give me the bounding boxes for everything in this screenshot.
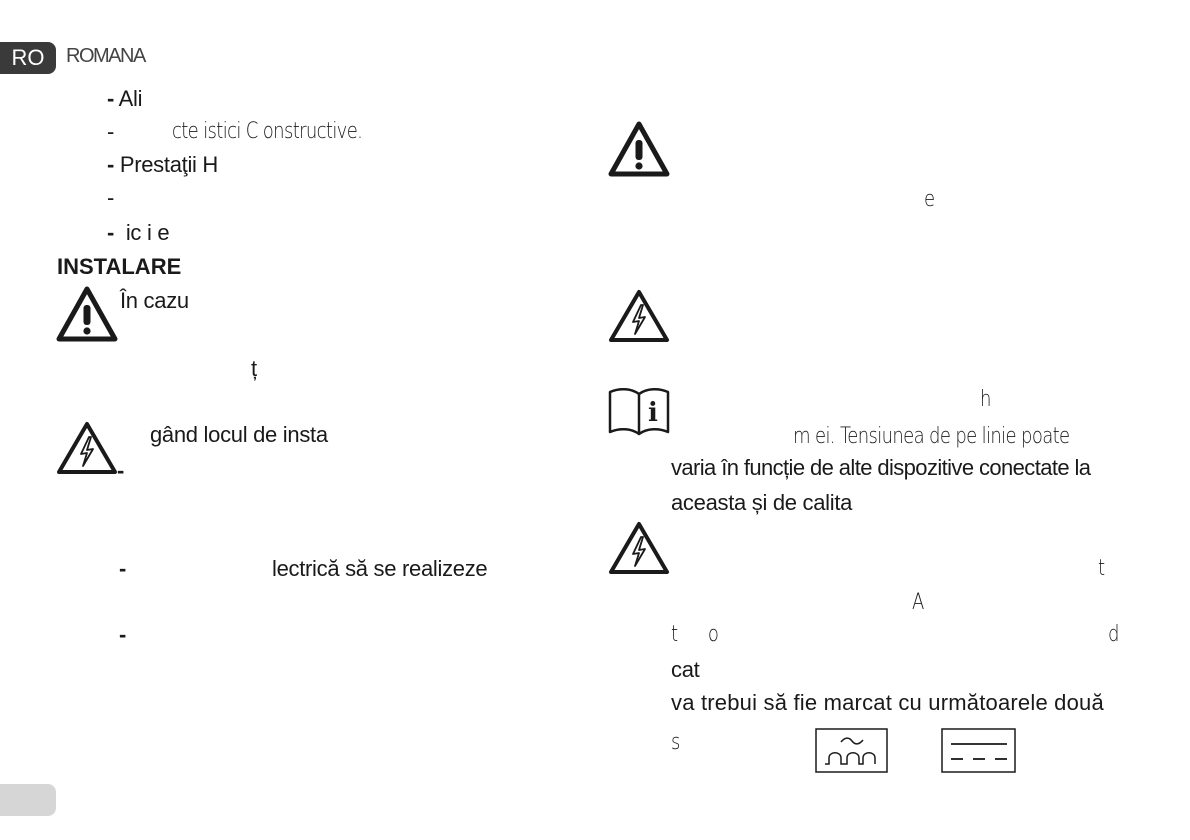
ac-fuse-symbol [815, 728, 888, 773]
fragment-char: h [980, 387, 991, 412]
toc-text: Ali [118, 86, 143, 111]
warning-exclamation-icon [55, 285, 119, 343]
toc-dash: - [107, 185, 115, 210]
paragraph-line: cat [671, 657, 700, 682]
toc-dash: - [107, 86, 115, 111]
electric-text: gând locul de insta [150, 422, 328, 447]
paragraph-line: m ei. Tensiunea de pe linie poate [793, 424, 1070, 449]
fragment-char: t [1098, 556, 1105, 581]
electric-hazard-icon [607, 288, 671, 344]
paragraph-line: va trebui să fie marcat cu următoarele două [671, 690, 1104, 715]
toc-dash: - [107, 119, 115, 144]
toc-item [107, 185, 114, 211]
fragment-char: s [671, 730, 680, 755]
electric-line-text: lectrică să se realizeze [272, 556, 488, 581]
page-tab [0, 784, 56, 816]
dc-symbol [941, 728, 1016, 773]
toc-item [107, 220, 169, 246]
fragment-char: e [924, 187, 935, 212]
toc-dash: - [107, 152, 115, 177]
toc-item [107, 152, 218, 178]
fragment-char: d [1108, 622, 1119, 647]
list-dash: - [119, 556, 127, 581]
section-title: INSTALARE [57, 254, 182, 279]
svg-text:i: i [648, 398, 658, 428]
electric-hazard-icon [607, 520, 671, 576]
paragraph-line: varia în funcție de alte dispozitive conectate la [671, 455, 1091, 480]
toc-item [107, 119, 114, 145]
fragment-text: t o [671, 622, 719, 647]
toc-text: cte istici C onstructive. [172, 119, 363, 144]
list-dash: - [117, 458, 125, 483]
language-badge [0, 42, 56, 74]
electric-hazard-icon [55, 420, 119, 476]
fragment-char: ț [251, 356, 257, 381]
language-name: ROMANA [66, 45, 145, 67]
toc-dash: - [107, 220, 115, 245]
toc-item [107, 86, 142, 112]
paragraph-line: aceasta și de calita [671, 490, 853, 515]
warning-text: În cazu [120, 288, 189, 313]
list-dash: - [119, 622, 127, 647]
toc-text: Prestaţii H [119, 152, 219, 177]
fragment-char: A [912, 590, 924, 615]
language-code: RO [11, 45, 45, 70]
manual-info-icon [607, 384, 671, 436]
warning-exclamation-icon [607, 120, 671, 178]
toc-text: ic i e [125, 220, 170, 245]
